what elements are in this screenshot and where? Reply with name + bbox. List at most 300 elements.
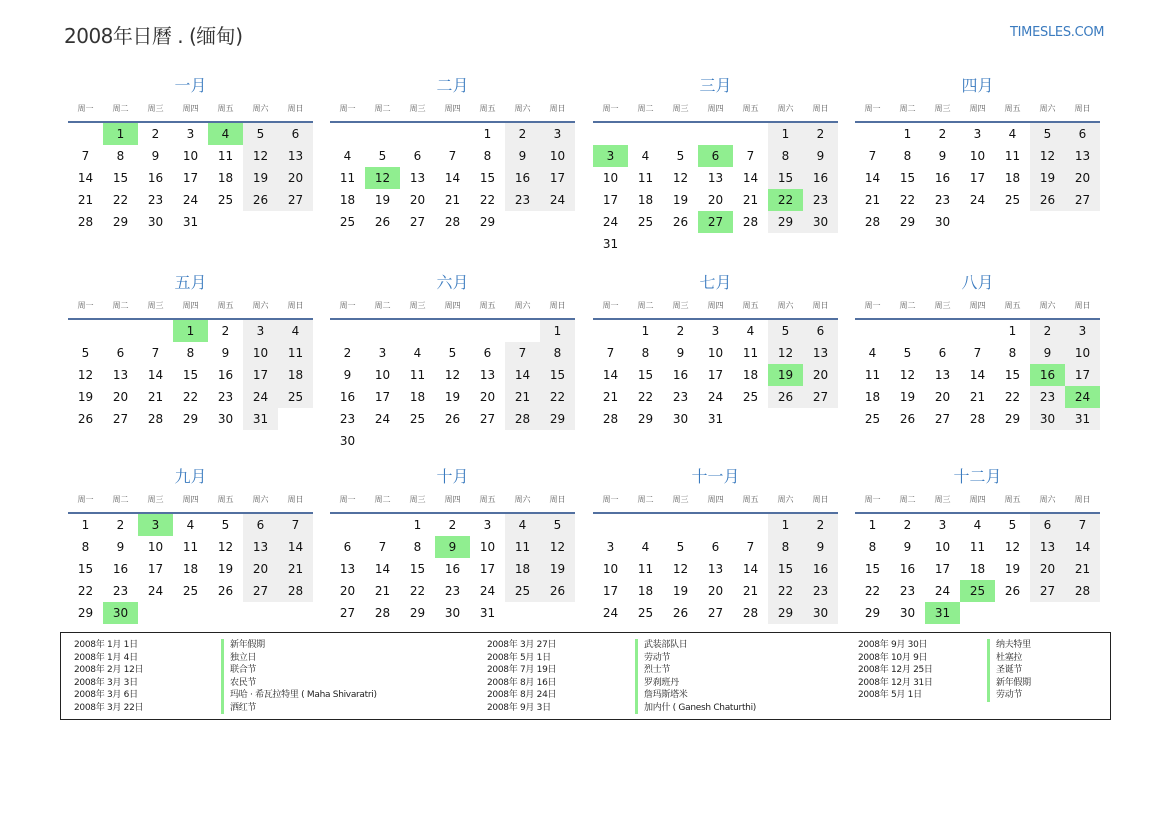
week-row <box>855 580 1100 602</box>
weekday-header <box>68 102 313 123</box>
holiday-name: 詹玛斯塔米 <box>635 689 756 702</box>
empty-cell <box>278 211 313 233</box>
day-cell: 9 <box>505 145 540 167</box>
week-row <box>330 536 575 558</box>
day-cell: 6 <box>278 123 313 145</box>
empty-cell <box>470 320 505 342</box>
weekday-label: 周三 <box>672 301 689 310</box>
week-row <box>593 602 838 624</box>
day-cell: 21 <box>742 584 759 598</box>
day-cell: 3 <box>711 324 720 338</box>
week-row <box>68 602 313 624</box>
week-row <box>68 211 313 233</box>
empty-cell <box>698 514 733 536</box>
day-cell: 1 <box>540 320 575 342</box>
day-cell: 2 <box>903 518 912 532</box>
day-cell: 30 <box>803 602 838 624</box>
day-cell: 5 <box>81 346 90 360</box>
month-name: 十二月 <box>953 467 1002 486</box>
empty-cell <box>540 602 575 624</box>
empty-cell <box>365 514 400 536</box>
empty-cell <box>995 602 1030 624</box>
day-cell: 14 <box>969 368 986 382</box>
day-cell: 24 <box>969 193 986 207</box>
day-cell: 20 <box>479 390 496 404</box>
weekday-label: 周一 <box>602 301 619 310</box>
weekday-label: 周一 <box>864 104 881 113</box>
day-cell: 11 <box>969 540 986 554</box>
weekday-label: 周二 <box>899 495 916 504</box>
day-cell: 5 <box>448 346 457 360</box>
day-cell: 26 <box>444 412 461 426</box>
day-cell: 4 <box>505 514 540 536</box>
day-cell: 28 <box>444 215 461 229</box>
day-cell: 4 <box>641 149 650 163</box>
day-cell: 25 <box>278 386 313 408</box>
weekday-label: 周二 <box>112 301 129 310</box>
day-cell: 3 <box>243 320 278 342</box>
week-row <box>855 602 1100 624</box>
day-cell: 8 <box>641 346 650 360</box>
day-cell: 14 <box>147 368 164 382</box>
day-cell: 23 <box>672 390 689 404</box>
day-cell: 28 <box>602 412 619 426</box>
day-cell: 25 <box>637 215 654 229</box>
weekday-label: 周二 <box>637 104 654 113</box>
day-cell: 26 <box>217 584 234 598</box>
weekday-header <box>855 102 1100 123</box>
day-cell: 29 <box>768 602 803 624</box>
day-cell: 21 <box>864 193 881 207</box>
holiday-name: 罗刹班丹 <box>635 677 756 690</box>
month-calendar <box>68 467 313 624</box>
day-cell: 18 <box>278 364 313 386</box>
week-row <box>593 320 838 342</box>
holiday-name: 新年假期 <box>987 677 1031 690</box>
day-cell: 24 <box>602 215 619 229</box>
empty-cell <box>278 602 313 624</box>
empty-cell <box>960 320 995 342</box>
day-cell: 20 <box>112 390 129 404</box>
holiday-date: 2008年 10月 9日 <box>858 652 928 663</box>
day-cell: 30 <box>339 434 356 448</box>
day-cell: 31 <box>602 237 619 251</box>
weekday-label: 周四 <box>182 495 199 504</box>
day-cell: 29 <box>768 211 803 233</box>
day-cell: 18 <box>637 584 654 598</box>
day-cell: 18 <box>505 558 540 580</box>
week-row <box>68 342 313 364</box>
day-cell: 15 <box>112 171 129 185</box>
weekday-label: 周二 <box>374 104 391 113</box>
day-cell: 15 <box>768 167 803 189</box>
day-cell: 21 <box>374 584 391 598</box>
day-cell: 7 <box>1065 514 1100 536</box>
weekday-label: 周三 <box>409 301 426 310</box>
day-cell: 8 <box>186 346 195 360</box>
day-cell: 28 <box>864 215 881 229</box>
holiday-date: 2008年 2月 12日 <box>74 665 144 675</box>
day-cell: 23 <box>934 193 951 207</box>
holiday-name: 圣诞节 <box>987 664 1031 677</box>
day-cell: 17 <box>540 167 575 189</box>
day-cell: 29 <box>409 606 426 620</box>
day-cell: 7 <box>868 149 877 163</box>
holiday-name: 纳夫特里 <box>987 639 1031 652</box>
day-cell: 17 <box>182 171 199 185</box>
day-cell: 6 <box>803 320 838 342</box>
day-cell: 11 <box>637 171 654 185</box>
week-row <box>330 430 575 452</box>
day-cell: 5 <box>221 518 230 532</box>
day-cell: 10 <box>374 368 391 382</box>
day-cell: 29 <box>864 606 881 620</box>
day-cell: 24 <box>602 606 619 620</box>
weekday-label: 周五 <box>479 495 496 504</box>
week-row <box>330 211 575 233</box>
week-row <box>330 145 575 167</box>
day-cell: 9 <box>435 536 470 558</box>
holiday-date: 2008年 7月 19日 <box>487 665 557 675</box>
weekday-header <box>855 493 1100 514</box>
day-cell: 19 <box>217 562 234 576</box>
week-row <box>855 189 1100 211</box>
day-cell: 20 <box>1065 167 1100 189</box>
empty-cell <box>995 211 1030 233</box>
holiday-name: 烈士节 <box>635 664 756 677</box>
weekday-label: 周一 <box>602 495 619 504</box>
empty-cell <box>593 320 628 342</box>
empty-cell <box>1065 602 1100 624</box>
day-cell: 10 <box>707 346 724 360</box>
weekday-label: 周三 <box>934 104 951 113</box>
day-cell: 12 <box>217 540 234 554</box>
week-row <box>330 167 575 189</box>
month-calendar <box>330 273 575 452</box>
day-cell: 10 <box>1065 342 1100 364</box>
day-cell: 16 <box>505 167 540 189</box>
day-cell: 24 <box>182 193 199 207</box>
day-cell: 30 <box>147 215 164 229</box>
weekday-label: 周五 <box>1004 495 1021 504</box>
day-cell: 28 <box>742 215 759 229</box>
day-cell: 3 <box>973 127 982 141</box>
empty-cell <box>435 320 470 342</box>
day-cell: 2 <box>448 518 457 532</box>
day-cell: 14 <box>602 368 619 382</box>
weekday-header <box>593 299 838 320</box>
day-cell: 24 <box>147 584 164 598</box>
day-cell: 4 <box>343 149 352 163</box>
day-cell: 21 <box>505 386 540 408</box>
week-row <box>68 580 313 602</box>
day-cell: 15 <box>768 558 803 580</box>
day-cell: 30 <box>934 215 951 229</box>
weekday-label: 周二 <box>374 301 391 310</box>
day-cell: 16 <box>803 558 838 580</box>
day-cell: 9 <box>151 149 160 163</box>
day-cell: 8 <box>768 145 803 167</box>
weekday-label: 周五 <box>217 104 234 113</box>
empty-cell <box>330 320 365 342</box>
day-cell: 22 <box>864 584 881 598</box>
day-cell: 19 <box>77 390 94 404</box>
weekday-label: 周二 <box>899 301 916 310</box>
empty-cell <box>960 602 995 624</box>
site-logo[interactable]: TIMESLES.COM <box>1010 25 1105 40</box>
empty-cell <box>855 320 890 342</box>
day-cell: 1 <box>1008 324 1017 338</box>
day-cell: 2 <box>1030 320 1065 342</box>
day-cell: 22 <box>479 193 496 207</box>
empty-cell <box>103 320 138 342</box>
week-row <box>855 342 1100 364</box>
weekday-header <box>330 102 575 123</box>
day-cell: 8 <box>81 540 90 554</box>
holiday-date: 2008年 1月 1日 <box>74 640 138 650</box>
day-cell: 22 <box>1004 390 1021 404</box>
week-row <box>593 342 838 364</box>
day-cell: 20 <box>707 193 724 207</box>
day-cell: 6 <box>116 346 125 360</box>
weekday-label: 周五 <box>217 495 234 504</box>
day-cell: 20 <box>707 584 724 598</box>
day-cell: 10 <box>934 540 951 554</box>
weekday-label: 周一 <box>77 495 94 504</box>
day-cell: 11 <box>409 368 426 382</box>
weekday-label: 周六 <box>252 104 269 113</box>
day-cell: 27 <box>409 215 426 229</box>
day-cell: 12 <box>540 536 575 558</box>
day-cell: 20 <box>339 584 356 598</box>
day-cell: 11 <box>339 171 356 185</box>
day-cell: 23 <box>339 412 356 426</box>
weekday-label: 周三 <box>934 495 951 504</box>
day-cell: 13 <box>1065 145 1100 167</box>
week-row <box>855 536 1100 558</box>
empty-cell <box>593 123 628 145</box>
day-cell: 4 <box>746 324 755 338</box>
month-name: 十月 <box>436 467 469 486</box>
day-cell: 29 <box>637 412 654 426</box>
weekday-label: 周日 <box>1074 301 1091 310</box>
empty-cell <box>733 514 768 536</box>
day-cell: 5 <box>243 123 278 145</box>
empty-cell <box>278 408 313 430</box>
day-cell: 26 <box>1030 189 1065 211</box>
day-cell: 22 <box>768 580 803 602</box>
week-row <box>330 189 575 211</box>
weekday-label: 周五 <box>742 104 759 113</box>
empty-cell <box>890 320 925 342</box>
empty-cell <box>68 320 103 342</box>
day-cell: 3 <box>540 123 575 145</box>
day-cell: 8 <box>903 149 912 163</box>
day-cell: 27 <box>479 412 496 426</box>
day-cell: 10 <box>602 562 619 576</box>
weekday-label: 周六 <box>1039 301 1056 310</box>
month-calendar <box>855 273 1100 430</box>
day-cell: 22 <box>768 189 803 211</box>
day-cell: 4 <box>208 123 243 145</box>
day-cell: 11 <box>505 536 540 558</box>
weekday-header <box>330 299 575 320</box>
day-cell: 10 <box>182 149 199 163</box>
day-cell: 26 <box>1004 584 1021 598</box>
day-cell: 14 <box>444 171 461 185</box>
weekday-label: 周二 <box>112 495 129 504</box>
weekday-label: 周五 <box>217 301 234 310</box>
week-row <box>855 514 1100 536</box>
week-row <box>593 536 838 558</box>
day-cell: 30 <box>444 606 461 620</box>
week-row <box>68 189 313 211</box>
holiday-date: 2008年 5月 1日 <box>487 652 551 663</box>
day-cell: 12 <box>77 368 94 382</box>
day-cell: 26 <box>77 412 94 426</box>
day-cell: 20 <box>1030 558 1065 580</box>
day-cell: 7 <box>973 346 982 360</box>
day-cell: 3 <box>938 518 947 532</box>
weekday-header <box>68 493 313 514</box>
empty-cell <box>768 233 803 255</box>
week-row <box>855 320 1100 342</box>
day-cell: 4 <box>973 518 982 532</box>
weekday-label: 周五 <box>742 301 759 310</box>
month-calendar <box>330 467 575 624</box>
empty-cell <box>593 514 628 536</box>
day-cell: 29 <box>182 412 199 426</box>
day-cell: 22 <box>540 386 575 408</box>
month-calendar <box>593 76 838 255</box>
weekday-label: 周四 <box>444 301 461 310</box>
weekday-label: 周四 <box>444 104 461 113</box>
day-cell: 19 <box>899 390 916 404</box>
day-cell: 3 <box>593 145 628 167</box>
day-cell: 3 <box>483 518 492 532</box>
holiday-names-col-2 <box>635 639 756 714</box>
week-row <box>593 189 838 211</box>
day-cell: 2 <box>676 324 685 338</box>
day-cell: 21 <box>1065 558 1100 580</box>
empty-cell <box>1030 211 1065 233</box>
day-cell: 11 <box>217 149 234 163</box>
day-cell: 16 <box>147 171 164 185</box>
day-cell: 13 <box>243 536 278 558</box>
weekday-label: 周六 <box>777 104 794 113</box>
weekday-label: 周三 <box>147 301 164 310</box>
holiday-date: 2008年 12月 31日 <box>858 677 933 688</box>
day-cell: 25 <box>182 584 199 598</box>
day-cell: 3 <box>1065 320 1100 342</box>
weekday-label: 周三 <box>409 495 426 504</box>
day-cell: 27 <box>278 189 313 211</box>
empty-cell <box>733 408 768 430</box>
month-calendar <box>855 76 1100 233</box>
day-cell: 21 <box>147 390 164 404</box>
day-cell: 3 <box>378 346 387 360</box>
holiday-name: 杜塞拉 <box>987 652 1031 665</box>
day-cell: 26 <box>540 580 575 602</box>
weekday-label: 周二 <box>899 104 916 113</box>
day-cell: 23 <box>803 580 838 602</box>
day-cell: 11 <box>278 342 313 364</box>
day-cell: 25 <box>742 390 759 404</box>
day-cell: 10 <box>602 171 619 185</box>
weekday-label: 周三 <box>409 104 426 113</box>
weekday-label: 周二 <box>637 301 654 310</box>
weekday-label: 周六 <box>514 104 531 113</box>
month-name: 十一月 <box>691 467 740 486</box>
day-cell: 28 <box>278 580 313 602</box>
day-cell: 18 <box>339 193 356 207</box>
day-cell: 14 <box>742 171 759 185</box>
weekday-label: 周四 <box>444 495 461 504</box>
week-row <box>330 558 575 580</box>
week-row <box>330 408 575 430</box>
weekday-label: 周二 <box>374 495 391 504</box>
day-cell: 12 <box>768 342 803 364</box>
day-cell: 7 <box>278 514 313 536</box>
day-cell: 10 <box>243 342 278 364</box>
day-cell: 17 <box>479 562 496 576</box>
day-cell: 20 <box>278 167 313 189</box>
day-cell: 16 <box>444 562 461 576</box>
week-row <box>330 602 575 624</box>
day-cell: 28 <box>77 215 94 229</box>
day-cell: 28 <box>505 408 540 430</box>
day-cell: 28 <box>742 606 759 620</box>
empty-cell <box>960 211 995 233</box>
day-cell: 24 <box>1065 386 1100 408</box>
day-cell: 1 <box>173 320 208 342</box>
day-cell: 18 <box>217 171 234 185</box>
day-cell: 6 <box>1030 514 1065 536</box>
holiday-name: 独立日 <box>221 652 377 665</box>
day-cell: 1 <box>413 518 422 532</box>
day-cell: 27 <box>707 606 724 620</box>
day-cell: 13 <box>803 342 838 364</box>
empty-cell <box>435 430 470 452</box>
holiday-date: 2008年 9月 3日 <box>487 702 551 713</box>
holiday-name: 新年假期 <box>221 639 377 652</box>
week-row <box>330 514 575 536</box>
day-cell: 23 <box>147 193 164 207</box>
empty-cell <box>803 408 838 430</box>
day-cell: 24 <box>540 189 575 211</box>
day-cell: 13 <box>707 562 724 576</box>
week-row <box>68 320 313 342</box>
day-cell: 13 <box>112 368 129 382</box>
day-cell: 21 <box>742 193 759 207</box>
day-cell: 14 <box>278 536 313 558</box>
day-cell: 2 <box>803 514 838 536</box>
day-cell: 22 <box>899 193 916 207</box>
week-row <box>855 211 1100 233</box>
day-cell: 15 <box>409 562 426 576</box>
weekday-label: 周日 <box>287 104 304 113</box>
day-cell: 26 <box>672 606 689 620</box>
day-cell: 11 <box>1004 149 1021 163</box>
week-row <box>330 580 575 602</box>
day-cell: 4 <box>413 346 422 360</box>
day-cell: 7 <box>746 149 755 163</box>
day-cell: 13 <box>707 171 724 185</box>
day-cell: 13 <box>339 562 356 576</box>
day-cell: 27 <box>1065 189 1100 211</box>
day-cell: 14 <box>77 171 94 185</box>
empty-cell <box>628 233 663 255</box>
